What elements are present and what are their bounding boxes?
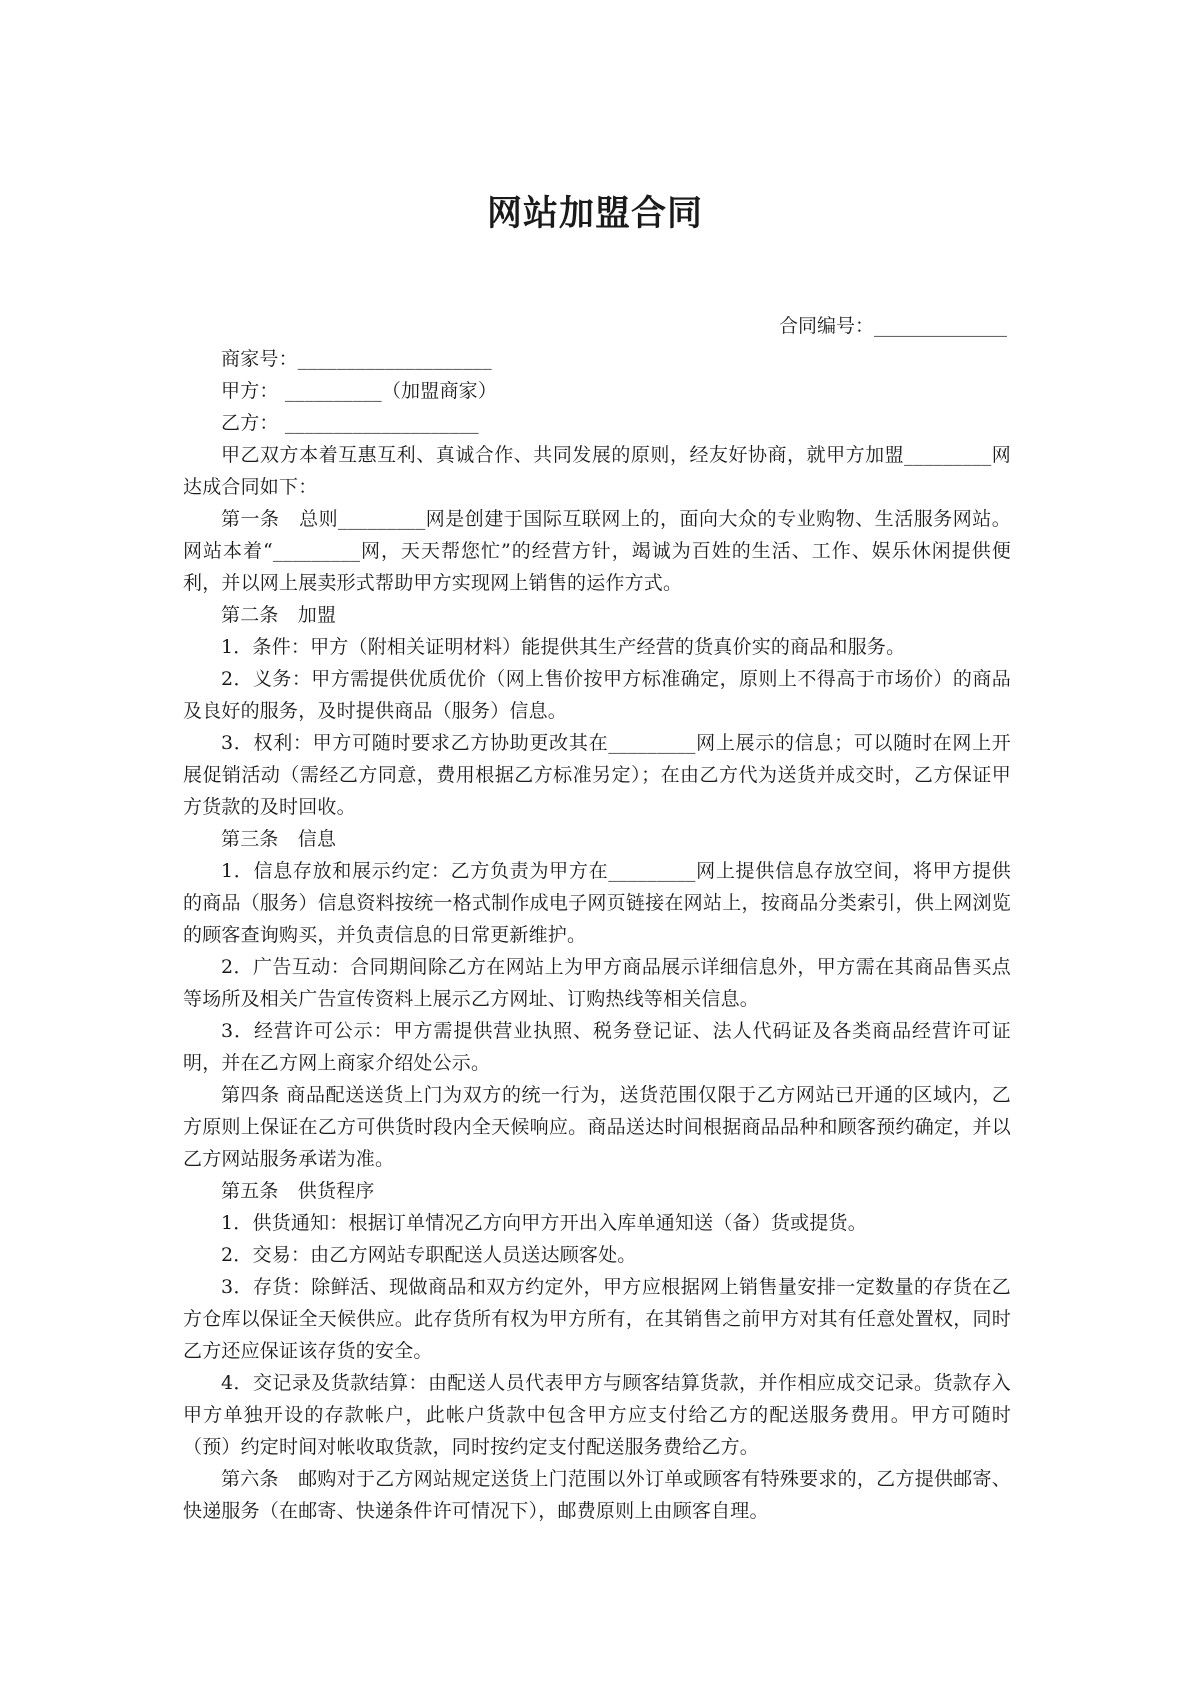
article-5-item-2: 2．交易：由乙方网站专职配送人员送达顾客处。 [221, 1244, 637, 1266]
merchant-number-field: 商家号：____________________ [221, 348, 492, 370]
article-2-item-3: 3．权利：甲方可随时要求乙方协助更改其在_________网上展示的信息；可以随时在网上开展促销活动（需经乙方同意，费用根据乙方标准另定）；在由乙方代为送货并成交时，乙方保证甲方货款的及时回收。 [183, 732, 1011, 818]
article-6-paragraph: 第六条 邮购对于乙方网站规定送货上门范围以外订单或顾客有特殊要求的，乙方提供邮寄、快递服务（在邮寄、快递条件许可情况下），邮费原则上由顾客自理。 [183, 1468, 1011, 1522]
article-5-item-3: 3．存货：除鲜活、现做商品和双方约定外，甲方应根据网上销售量安排一定数量的存货在乙方仓库以保证全天候供应。此存货所有权为甲方所有，在其销售之前甲方对其有任意处置权，同时乙方还应保证该存货的安全。 [183, 1276, 1011, 1362]
article-3-item-3: 3．经营许可公示：甲方需提供营业执照、税务登记证、法人代码证及各类商品经营许可证明，并在乙方网上商家介绍处公示。 [183, 1020, 1011, 1074]
document-body [183, 343, 1011, 1527]
document-title: 网站加盟合同 [486, 193, 703, 234]
article-3-item-1: 1．信息存放和展示约定：乙方负责为甲方在_________网上提供信息存放空间，将甲方提供的商品（服务）信息资料按统一格式制作成电子网页链接在网站上，按商品分类索引，供上网浏览的顾客查询购买，并负责信息的日常更新维护。 [183, 860, 1011, 946]
article-2-heading: 第二条 加盟 [221, 604, 337, 626]
party-a-field: 甲方： __________（加盟商家） [221, 380, 498, 402]
article-5-item-4: 4．交记录及货款结算：由配送人员代表甲方与顾客结算货款，并作相应成交记录。货款存入甲方单独开设的存款帐户，此帐户货款中包含甲方应支付给乙方的配送服务费用。甲方可随时（预）约定时间对帐收取货款，同时按约定支付配送服务费给乙方。 [183, 1372, 1011, 1458]
party-b-field: 乙方： ____________________ [221, 412, 479, 434]
article-2-item-1: 1．条件：甲方（附相关证明材料）能提供其生产经营的货真价实的商品和服务。 [221, 636, 906, 658]
article-4-paragraph: 第四条 商品配送送货上门为双方的统一行为，送货范围仅限于乙方网站已开通的区域内，乙方原则上保证在乙方可供货时段内全天候响应。商品送达时间根据商品品种和顾客预约确定，并以乙方网站服务承诺为准。 [183, 1084, 1011, 1170]
article-3-item-2: 2．广告互动：合同期间除乙方在网站上为甲方商品展示详细信息外，甲方需在其商品售买点等场所及相关广告宣传资料上展示乙方网址、订购热线等相关信息。 [183, 956, 1011, 1010]
preamble-paragraph: 甲乙双方本着互惠互利、真诚合作、共同发展的原则，经友好协商，就甲方加盟_________网达成合同如下： [183, 444, 1011, 498]
article-5-item-1: 1．供货通知：根据订单情况乙方向甲方开出入库单通知送（备）货或提货。 [221, 1212, 867, 1234]
article-5-heading: 第五条 供货程序 [221, 1180, 375, 1202]
contract-number: 合同编号：______________ [778, 315, 1007, 337]
article-1-paragraph: 第一条 总则_________网是创建于国际互联网上的，面向大众的专业购物、生活服务网站。网站本着“_________网，天天帮您忙”的经营方针，竭诚为百姓的生活、工作、娱乐休闲提供便利，并以网上展卖形式帮助甲方实现网上销售的运作方式。 [183, 508, 1011, 594]
article-3-heading: 第三条 信息 [221, 828, 337, 850]
article-2-item-2: 2．义务：甲方需提供优质优价（网上售价按甲方标准确定，原则上不得高于市场价）的商品及良好的服务，及时提供商品（服务）信息。 [183, 668, 1011, 722]
